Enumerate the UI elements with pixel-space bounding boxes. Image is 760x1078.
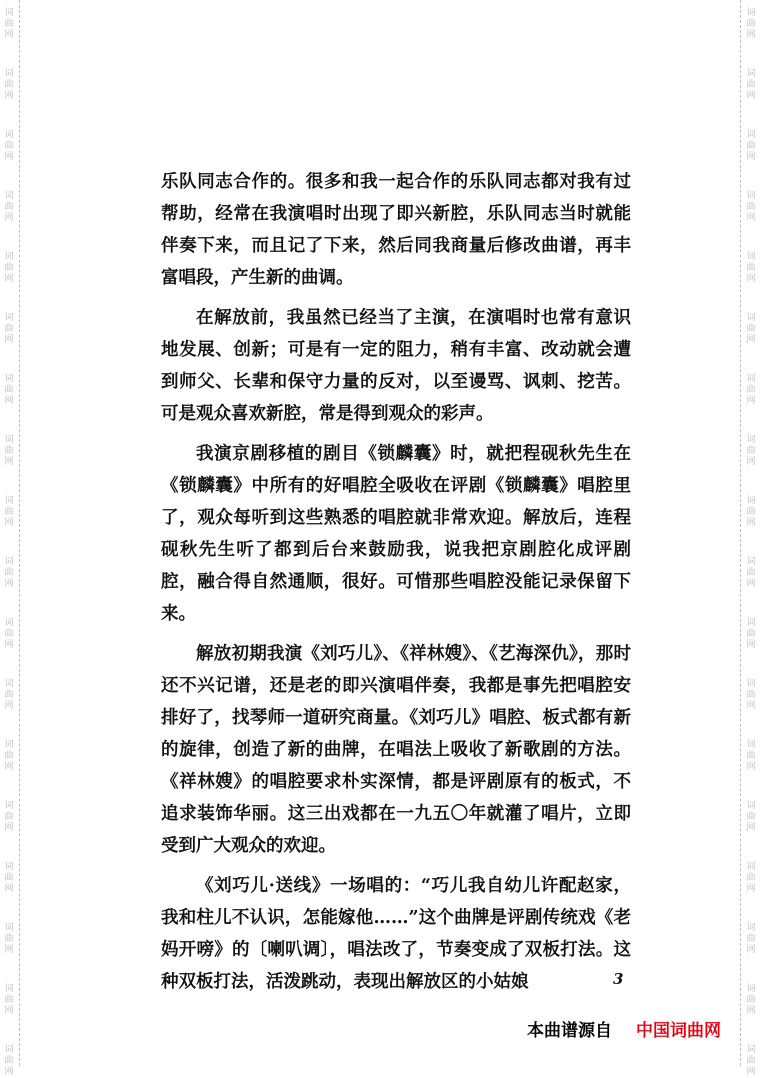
left-watermark-mark: 词 曲 网 bbox=[4, 130, 14, 162]
left-watermark-mark: 词 曲 网 bbox=[4, 557, 14, 589]
page-body bbox=[161, 166, 631, 1006]
left-watermark-mark: 词 曲 网 bbox=[4, 313, 14, 345]
paragraph-2: 在解放前，我虽然已经当了主演，在演唱时也常有意识地发展、创新；可是有一定的阻力，稍有丰富、改动就会遭到师父、长辈和保守力量的反对，以至谩骂、讽刺、挖苦。可是观众喜欢新腔，常是得到观众的彩声。 bbox=[161, 308, 631, 424]
left-watermark-mark: 词 曲 网 bbox=[4, 923, 14, 955]
left-watermark-mark: 词 曲 网 bbox=[4, 862, 14, 894]
right-watermark-mark: 词 曲 网 bbox=[746, 1045, 756, 1077]
right-watermark-mark: 词 曲 网 bbox=[746, 984, 756, 1016]
paragraph-1: 乐队同志合作的。很多和我一起合作的乐队同志都对我有过帮助，经常在我演唱时出现了即兴新腔，乐队同志当时就能伴奏下来，而且记了下来，然后同我商量后修改曲谱，再丰富唱段，产生新的曲调。 bbox=[161, 172, 631, 288]
paragraph-3: 我演京剧移植的剧目《锁麟囊》时，就把程砚秋先生在《锁麟囊》中所有的好唱腔全吸收在评剧《锁麟囊》唱腔里了，观众每听到这些熟悉的唱腔就非常欢迎。解放后，连程砚秋先生听了都到后台来鼓励我，说我把京剧腔化成评剧腔，融合得自然通顺，很好。可惜那些唱腔没能记录保留下来。 bbox=[161, 444, 631, 624]
left-watermark-mark: 词 曲 网 bbox=[4, 374, 14, 406]
right-dashed-rule bbox=[740, 0, 741, 1066]
right-watermark-mark: 词 曲 网 bbox=[746, 923, 756, 955]
left-watermark-mark: 词 曲 网 bbox=[4, 69, 14, 101]
left-watermark-mark: 词 曲 网 bbox=[4, 801, 14, 833]
right-watermark-mark: 词 曲 网 bbox=[746, 862, 756, 894]
source-text: 本曲谱源自 bbox=[527, 1021, 612, 1041]
right-watermark-mark: 词 曲 网 bbox=[746, 435, 756, 467]
right-watermark-mark: 词 曲 网 bbox=[746, 557, 756, 589]
right-watermark-mark: 词 曲 网 bbox=[746, 69, 756, 101]
right-watermark-mark: 词 曲 网 bbox=[746, 374, 756, 406]
left-watermark-mark: 词 曲 网 bbox=[4, 435, 14, 467]
left-watermark-mark: 词 曲 网 bbox=[4, 984, 14, 1016]
page-number: 3 bbox=[613, 970, 624, 988]
left-watermark-mark: 词 曲 网 bbox=[4, 1045, 14, 1077]
right-watermark-mark: 词 曲 网 bbox=[746, 801, 756, 833]
right-watermark-mark: 词 曲 网 bbox=[746, 313, 756, 345]
right-watermark-mark: 词 曲 网 bbox=[746, 8, 756, 40]
right-watermark-mark: 词 曲 网 bbox=[746, 679, 756, 711]
left-watermark-mark: 词 曲 网 bbox=[4, 679, 14, 711]
left-watermark-strip bbox=[0, 0, 22, 1077]
right-watermark-mark: 词 曲 网 bbox=[746, 252, 756, 284]
left-watermark-mark: 词 曲 网 bbox=[4, 252, 14, 284]
right-watermark-strip bbox=[738, 0, 760, 1077]
source-site-link[interactable]: 中国词曲网 bbox=[636, 1021, 721, 1041]
left-watermark-mark: 词 曲 网 bbox=[4, 8, 14, 40]
paragraph-4: 解放初期我演《刘巧儿》、《祥林嫂》、《艺海深仇》，那时还不兴记谱，还是老的即兴演唱伴奏，我都是事先把唱腔安排好了，找琴师一道研究商量。《刘巧儿》唱腔、板式都有新的旋律，创造了新的曲牌，在唱法上吸收了新歌剧的方法。《祥林嫂》的唱腔要求朴实深情，都是评剧原有的板式，不追求装饰华丽。这三出戏都在一九五〇年就灌了唱片，立即受到广大观众的欢迎。 bbox=[161, 644, 631, 856]
left-watermark-mark: 词 曲 网 bbox=[4, 740, 14, 772]
left-dashed-rule bbox=[19, 0, 20, 1066]
right-watermark-mark: 词 曲 网 bbox=[746, 496, 756, 528]
left-watermark-mark: 词 曲 网 bbox=[4, 496, 14, 528]
right-watermark-mark: 词 曲 网 bbox=[746, 740, 756, 772]
right-watermark-mark: 词 曲 网 bbox=[746, 618, 756, 650]
left-watermark-mark: 词 曲 网 bbox=[4, 191, 14, 223]
paragraph-5: 《刘巧儿·送线》一场唱的：“巧儿我自幼儿许配赵家，我和柱儿不认识，怎能嫁他……”这个曲牌是评剧传统戏《老妈开嗙》的〔喇叭调〕，唱法改了，节奏变成了双板打法。这种双板打法，活泼跳动，表现出解放区的小姑娘 bbox=[161, 876, 631, 992]
left-watermark-mark: 词 曲 网 bbox=[4, 618, 14, 650]
right-watermark-mark: 词 曲 网 bbox=[746, 191, 756, 223]
right-watermark-mark: 词 曲 网 bbox=[746, 130, 756, 162]
